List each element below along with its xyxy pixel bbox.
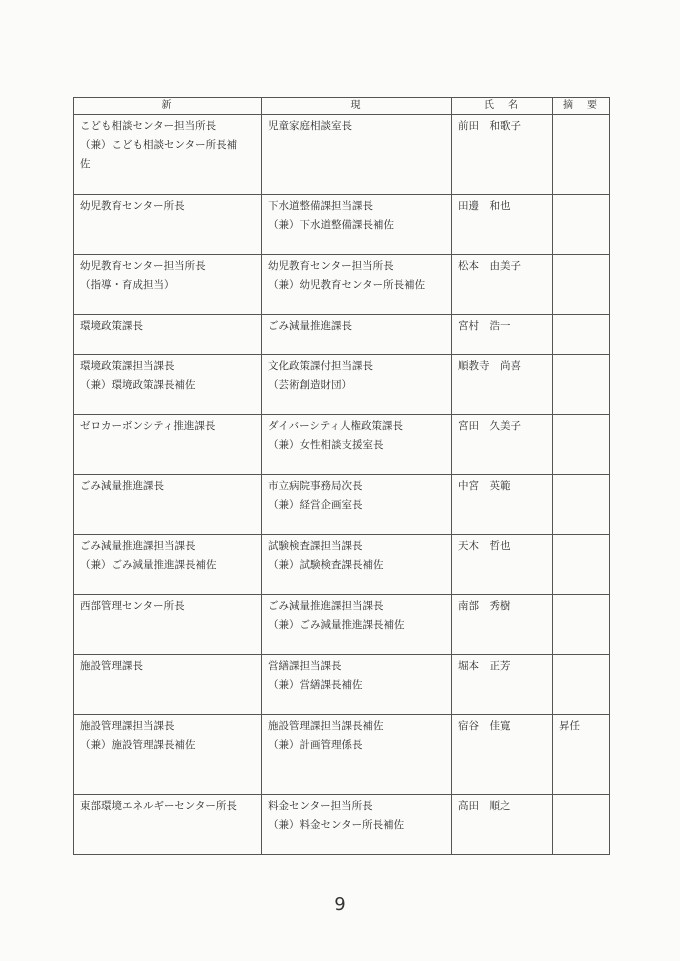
cell-current-position-line: ダイバーシティ人権政策課長 [268,420,404,432]
cell-notes [553,715,610,795]
cell-current-position [262,715,452,795]
cell-current-position [262,195,452,255]
cell-new-position-line: （兼）環境政策課長補佐 [80,379,196,391]
cell-current-position-line: 児童家庭相談室長 [268,120,352,132]
cell-person-name-text: 順教寺 尚喜 [458,360,521,372]
table-row [74,795,610,855]
cell-current-position-line: 幼児教育センター担当所長 [268,260,394,272]
cell-current-position-line: （兼）営繕課長補佐 [268,679,363,691]
cell-person-name-text: 前田 和歌子 [458,120,521,132]
cell-notes [553,255,610,315]
cell-current-position-line: （兼）料金センター所長補佐 [268,819,405,831]
cell-current-position [262,315,452,355]
cell-current-position [262,535,452,595]
table-row [74,535,610,595]
cell-notes [553,795,610,855]
cell-new-position [74,795,262,855]
table-row [74,315,610,355]
cell-current-position-line: 営繕課担当課長 [268,660,342,672]
table-row [74,475,610,535]
cell-current-position [262,115,452,195]
cell-new-position-line: （指導・育成担当） [80,279,175,291]
cell-person-name [452,715,553,795]
cell-person-name [452,315,553,355]
cell-current-position [262,795,452,855]
cell-person-name [452,415,553,475]
cell-person-name [452,115,553,195]
cell-notes [553,475,610,535]
cell-person-name [452,795,553,855]
cell-person-name [452,355,553,415]
cell-current-position-line: 試験検査課担当課長 [268,540,363,552]
cell-person-name-text: 高田 順之 [458,800,511,812]
cell-person-name-text: 南部 秀樹 [458,600,511,612]
cell-current-position [262,415,452,475]
cell-new-position-line: （兼）施設管理課長補佐 [80,739,196,751]
cell-new-position-line: 環境政策課長 [80,320,143,332]
header-current: 現 [262,98,452,115]
cell-new-position-line: ごみ減量推進課担当課長 [80,540,196,552]
cell-notes [553,115,610,195]
cell-new-position-line: ごみ減量推進課長 [80,480,164,492]
cell-person-name-text: 宮田 久美子 [458,420,521,432]
cell-new-position [74,355,262,415]
table-header-row [74,98,610,115]
cell-person-name-text: 宮村 浩一 [458,320,511,332]
cell-current-position [262,475,452,535]
cell-notes [553,195,610,255]
cell-notes-text: 昇任 [559,720,580,732]
cell-new-position-line: 施設管理課担当課長 [80,720,175,732]
table-row [74,355,610,415]
table-row [74,255,610,315]
cell-current-position-line: （兼）試験検査課長補佐 [268,559,384,571]
cell-current-position-line: 料金センター担当所長 [268,800,373,812]
cell-new-position [74,255,262,315]
page-number: 9 [334,894,346,915]
cell-new-position-line: 施設管理課長 [80,660,143,672]
header-new: 新 [74,98,262,115]
cell-new-position-line: 佐 [80,158,91,170]
cell-new-position [74,715,262,795]
cell-current-position-line: （兼）下水道整備課長補佐 [268,219,394,231]
cell-current-position-line: ごみ減量推進課担当課長 [268,600,384,612]
cell-person-name-text: 宿谷 佳寛 [458,720,511,732]
cell-new-position-line: 環境政策課担当課長 [80,360,175,372]
cell-current-position-line: ごみ減量推進課長 [268,320,352,332]
table-row [74,115,610,195]
cell-current-position [262,655,452,715]
table-row [74,595,610,655]
cell-notes [553,535,610,595]
cell-new-position [74,655,262,715]
table-row [74,655,610,715]
header-name: 氏 名 [452,98,553,115]
cell-new-position-line: 西部管理センター所長 [80,600,185,612]
cell-current-position-line: （芸術創造財団） [268,379,352,391]
cell-new-position-line: ゼロカーボンシティ推進課長 [80,420,216,432]
cell-person-name [452,655,553,715]
cell-new-position [74,475,262,535]
cell-current-position-line: （兼）幼児教育センター所長補佐 [268,279,426,291]
cell-person-name-text: 松本 由美子 [458,260,521,272]
cell-person-name-text: 田邊 和也 [458,200,511,212]
cell-person-name-text: 天木 哲也 [458,540,511,552]
cell-person-name [452,595,553,655]
table-row [74,195,610,255]
cell-person-name [452,255,553,315]
cell-new-position-line: （兼）ごみ減量推進課長補佐 [80,559,217,571]
cell-new-position [74,595,262,655]
table-row [74,715,610,795]
cell-person-name [452,475,553,535]
cell-current-position-line: （兼）計画管理係長 [268,739,363,751]
cell-new-position [74,115,262,195]
cell-person-name [452,535,553,595]
cell-current-position-line: 施設管理課担当課長補佐 [268,720,384,732]
cell-current-position-line: 下水道整備課担当課長 [268,200,373,212]
cell-current-position-line: （兼）女性相談支援室長 [268,439,384,451]
cell-new-position-line: （兼）こども相談センター所長補 [80,139,238,151]
cell-new-position-line: 幼児教育センター所長 [80,200,185,212]
cell-notes [553,355,610,415]
cell-current-position-line: （兼）ごみ減量推進課長補佐 [268,619,405,631]
cell-current-position-line: 市立病院事務局次長 [268,480,363,492]
cell-notes [553,315,610,355]
table-body [74,115,610,855]
cell-new-position [74,315,262,355]
cell-person-name-text: 堀本 正芳 [458,660,511,672]
cell-current-position-line: 文化政策課付担当課長 [268,360,373,372]
cell-notes [553,595,610,655]
cell-new-position-line: 東部環境エネルギーセンター所長 [80,800,237,812]
cell-notes [553,415,610,475]
cell-new-position [74,415,262,475]
cell-current-position [262,255,452,315]
cell-new-position-line: こども相談センター担当所長 [80,120,217,132]
cell-new-position [74,535,262,595]
personnel-table [73,97,610,855]
cell-current-position-line: （兼）経営企画室長 [268,499,363,511]
cell-current-position [262,595,452,655]
table-row [74,415,610,475]
cell-current-position [262,355,452,415]
header-notes: 摘 要 [553,98,610,115]
cell-person-name-text: 中宮 英範 [458,480,511,492]
cell-person-name [452,195,553,255]
cell-new-position [74,195,262,255]
cell-notes [553,655,610,715]
cell-new-position-line: 幼児教育センター担当所長 [80,260,206,272]
